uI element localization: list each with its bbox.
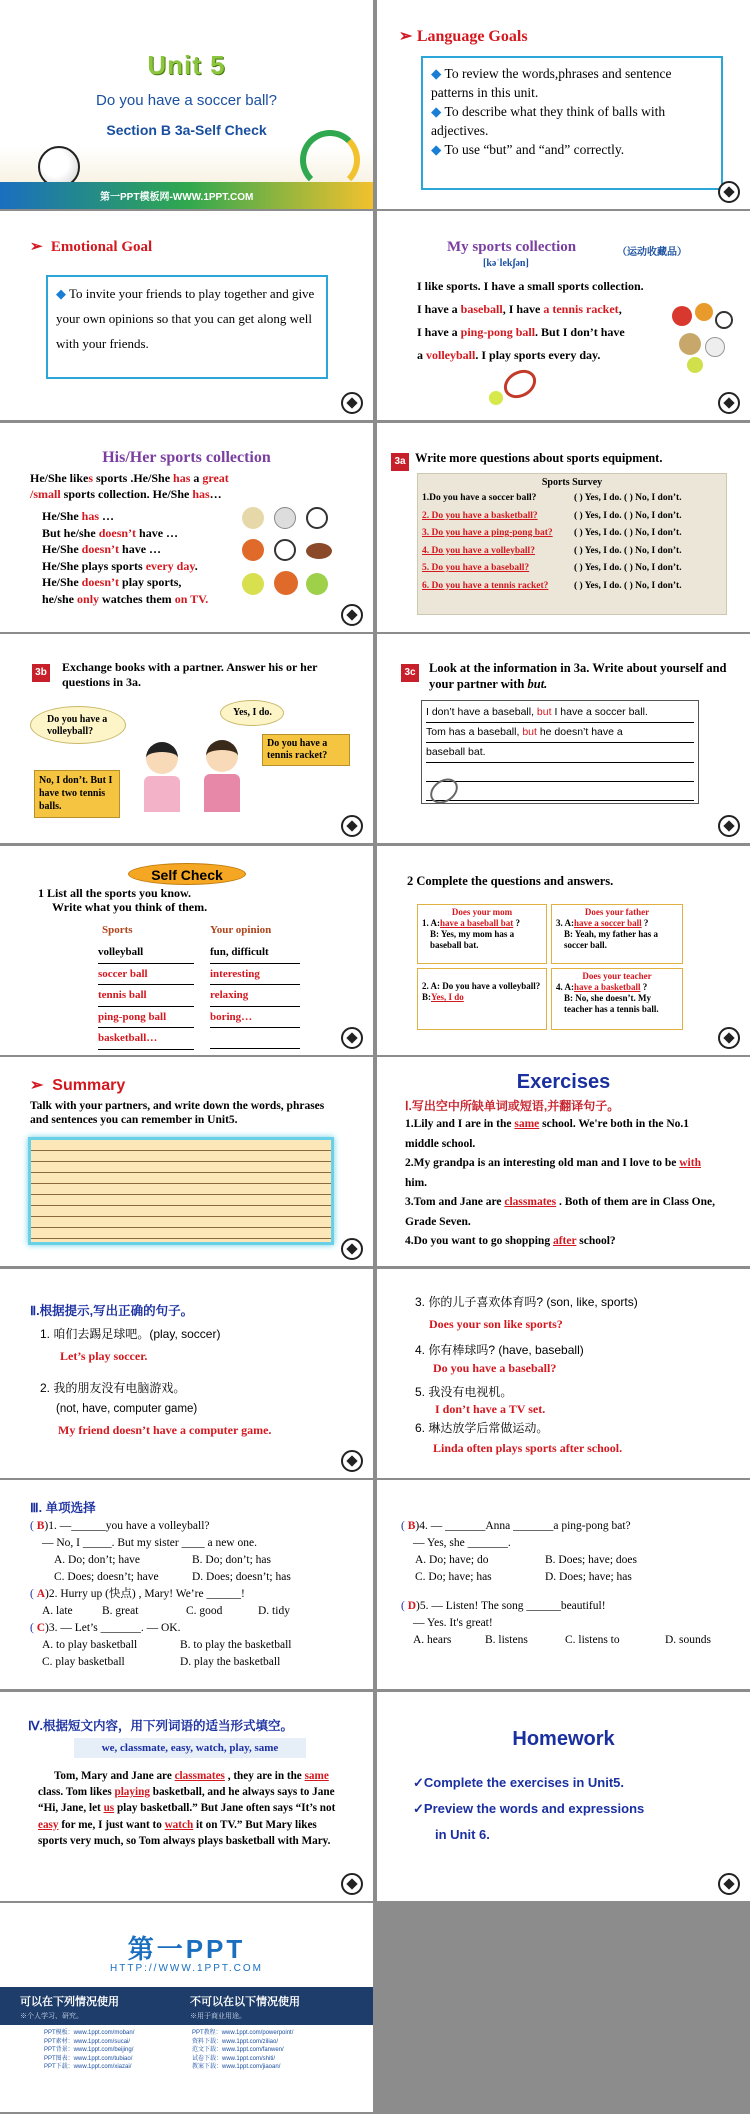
pattern-line: He/She doesn’t have … bbox=[42, 542, 162, 556]
activity-instruction: Look at the information in 3a. Write about yourself and your partner with bbox=[429, 661, 727, 691]
opinion-item: relaxing bbox=[210, 985, 300, 1007]
boy-illustration bbox=[140, 742, 184, 812]
exercise-instruction: Ⅳ.根据短文内容，用下列词语的适当形式填空。 bbox=[28, 1719, 294, 1733]
mc-question: ( B)4. — _______Anna _______a ping-pong bat? bbox=[401, 1520, 631, 1532]
exercise-item: 4.Do you want to go shopping after school? bbox=[405, 1235, 616, 1247]
cell-header: Does your teacher bbox=[582, 971, 652, 981]
exercise-prompt: 6. 琳达放学后常做运动。 bbox=[415, 1421, 549, 1435]
mc-question-line: — Yes, she _______. bbox=[413, 1537, 511, 1549]
cell-header: Does your mom bbox=[451, 907, 513, 917]
survey-row: 6. Do you have a tennis racket? ( ) Yes, I do. ( ) No, I don’t. bbox=[422, 580, 682, 591]
soccer-ball-icon bbox=[341, 815, 363, 837]
exercise-instruction: Ⅰ.写出空中所缺单词或短语,并翻译句子。 bbox=[405, 1099, 620, 1113]
survey-row: 5. Do you have a baseball? ( ) Yes, I do. ( ) No, I don’t. bbox=[422, 563, 682, 573]
exercise-prompt: 1. 咱们去踢足球吧。(play, soccer) bbox=[40, 1327, 221, 1341]
goals-box bbox=[421, 56, 723, 190]
cell-answer: B: No, she doesn’t. My teacher has a tennis ball. bbox=[564, 993, 659, 1014]
speech-box: No, I don’t. But I have two tennis balls. bbox=[34, 770, 120, 818]
exercise-answer: Does your son like sports? bbox=[429, 1317, 563, 1331]
mc-question: ( D)5. — Listen! The song ______beautiful! bbox=[401, 1600, 606, 1612]
exercise-answer: My friend doesn’t have a computer game. bbox=[58, 1423, 272, 1437]
goal-item: To review the words,phrases and sentence patterns in this unit. bbox=[431, 66, 672, 100]
slide-title bbox=[0, 0, 373, 209]
phonetic-text: [kəˈlekʃən] bbox=[483, 258, 529, 269]
activity-badge: 3c bbox=[401, 664, 419, 682]
sport-item: tennis ball bbox=[98, 985, 194, 1007]
cloze-passage: Tom, Mary and Jane are classmates , they are in the same class. Tom likes playing basketball, and he always says to Jane “Hi, Jane, let us play basketball.” But Jane often says “It’s not easy for me, I just want to watch it on TV.” But Mary likes sports very much, so Tom always plays basketball with Mary. bbox=[38, 1770, 336, 1847]
decor-swirl bbox=[300, 130, 360, 190]
exercise-instruction: Ⅲ. 单项选择 bbox=[30, 1501, 96, 1515]
writing-line: I don’t have a baseball, but I have a soccer ball. bbox=[426, 703, 694, 723]
exercise-prompt: 3. 你的儿子喜欢体育吗? (son, like, sports) bbox=[415, 1295, 638, 1309]
mc-options: C. play basketball D. play the basketball bbox=[42, 1656, 281, 1668]
sports-balls-image bbox=[667, 301, 737, 376]
usage-note: ※个人学习、研究。 bbox=[20, 2013, 83, 2020]
slide-exercises-1 bbox=[377, 1057, 750, 1266]
soccer-ball-icon bbox=[341, 604, 363, 626]
emotional-heading: ➢ Emotional Goal bbox=[30, 238, 153, 255]
slide-his-her-collection bbox=[0, 423, 373, 632]
slide-exercises-2b bbox=[377, 1269, 750, 1478]
writing-line: baseball bat. bbox=[426, 743, 694, 763]
mc-options: A. Do; don’t; have B. Do; don’t; has bbox=[54, 1554, 272, 1566]
survey-title: Sports Survey bbox=[541, 477, 603, 488]
survey-row: 2. Do you have a basketball? ( ) Yes, I do. ( ) No, I don’t. bbox=[422, 510, 682, 521]
sport-item: ping-pong ball bbox=[98, 1007, 194, 1029]
mc-options: A. hears B. listens C. listens to D. sounds bbox=[413, 1634, 712, 1646]
pattern-line: He/She has … bbox=[42, 509, 115, 523]
mc-options: C. Does; doesn’t; have D. Does; doesn’t; has bbox=[54, 1571, 291, 1583]
column-header: Sports bbox=[102, 924, 133, 936]
soccer-ball-icon bbox=[341, 1450, 363, 1472]
slide-exercises-3 bbox=[0, 1480, 373, 1689]
slide-1ppt-info bbox=[0, 1903, 373, 2112]
survey-row: 3. Do you have a ping-pong bat? ( ) Yes, I do. ( ) No, I don’t. bbox=[422, 528, 682, 538]
exercises-title: Exercises bbox=[516, 1071, 611, 1093]
soccer-ball-icon bbox=[341, 392, 363, 414]
collection-title: My sports collection bbox=[447, 239, 577, 255]
survey-row: 4. Do you have a volleyball? ( ) Yes, I do. ( ) No, I don’t. bbox=[422, 545, 682, 556]
exercise-answer: Do you have a baseball? bbox=[433, 1361, 557, 1375]
link-line[interactable]: 教案下载：www.1ppt.com/jiaoan/ bbox=[192, 2064, 281, 2070]
soccer-ball-icon bbox=[341, 1873, 363, 1895]
slide-language-goals bbox=[377, 0, 750, 209]
word-bank: we, classmate, easy, watch, play, same bbox=[74, 1738, 306, 1758]
goal-item: To describe what they think of balls with adjectives. bbox=[431, 104, 666, 138]
slide-exercises-4 bbox=[0, 1692, 373, 1901]
goals-heading: ➢ Language Goals bbox=[399, 28, 528, 45]
mc-question: ( C)3. — Let’s _______. — OK. bbox=[30, 1622, 181, 1634]
opinion-item: interesting bbox=[210, 964, 300, 986]
slide-self-check bbox=[0, 846, 373, 1055]
homework-title: Homework bbox=[512, 1728, 615, 1750]
footer-text: 第一PPT模板网-WWW.1PPT.COM bbox=[100, 192, 254, 203]
opinion-item: boring… bbox=[210, 1007, 300, 1029]
speech-box: Do you have a tennis racket? bbox=[262, 734, 350, 766]
exercise-hint: (not, have, computer game) bbox=[56, 1403, 198, 1415]
exercise-prompt: 4. 你有棒球吗? (have, baseball) bbox=[415, 1343, 584, 1357]
qa-grid: Does your mom 1. A:have a baseball bat ? B: Yes, my mom has a baseball bat. Does your father 3. A:have a soccer ball ? B: Yeah, my father has a soccer ball. 2. A: Do you have a volleyball? B:Yes, I do Does your teacher 4. A:have a basketball ? B: No, she doesn’t. My teacher has a tennis ball. bbox=[417, 904, 683, 1032]
slide-exercises-2 bbox=[0, 1269, 373, 1478]
mc-options: C. Do; have; has D. Does; have; has bbox=[415, 1571, 632, 1583]
slide-summary bbox=[0, 1057, 373, 1266]
mc-question-line: — Yes. It's great! bbox=[413, 1617, 493, 1629]
sport-item: soccer ball bbox=[98, 964, 194, 986]
survey-table bbox=[417, 473, 727, 615]
exercise-prompt: 5. 我没有电视机。 bbox=[415, 1385, 513, 1399]
soccer-ball-icon bbox=[718, 181, 740, 203]
collection-line: a volleyball. I play sports every day. bbox=[417, 348, 601, 362]
slide-3b-exchange bbox=[0, 634, 373, 843]
section-label: Section B 3a-Self Check bbox=[106, 122, 267, 138]
chinese-gloss: （运动收藏品） bbox=[617, 247, 687, 258]
goal-item: To use “but” and “and” correctly. bbox=[444, 142, 625, 157]
link-line[interactable]: 资料下载：www.1ppt.com/ziliao/ bbox=[192, 2038, 279, 2045]
diamond-icon: ◆ bbox=[431, 66, 445, 81]
exercise-item: 1.Lily and I are in the same school. We're both in the No.1 middle school. bbox=[405, 1118, 690, 1150]
instruction-line: Write what you think of them. bbox=[52, 900, 208, 914]
collection-line: I like sports. I have a small sports collection. bbox=[417, 279, 644, 293]
mc-question-line: — No, I _____. But my sister ____ a new one. bbox=[42, 1537, 257, 1549]
pattern-line: he/she only watches them on TV. bbox=[42, 591, 209, 606]
link-line[interactable]: 范文下载：www.1ppt.com/fanwen/ bbox=[192, 2047, 284, 2053]
balls-grid-image bbox=[238, 503, 338, 603]
check-icon: ✓ bbox=[413, 1775, 424, 1790]
soccer-ball-icon bbox=[718, 815, 740, 837]
summary-heading: ➢ Summary bbox=[30, 1077, 126, 1094]
link-line[interactable]: 试卷下载：www.1ppt.com/shiti/ bbox=[192, 2055, 276, 2062]
opinion-item: fun, difficult bbox=[210, 942, 300, 964]
diamond-icon: ◆ bbox=[431, 104, 445, 119]
exercise-prompt: 2. 我的朋友没有电脑游戏。 bbox=[40, 1381, 186, 1395]
sport-item: basketball… bbox=[98, 1028, 194, 1050]
usage-heading: 可以在下列情况使用 bbox=[20, 1996, 119, 2008]
slide-3c-write bbox=[377, 634, 750, 843]
diamond-icon: ◆ bbox=[431, 142, 445, 157]
pattern-line: But he/she doesn’t have … bbox=[42, 525, 179, 540]
soccer-ball-icon bbox=[718, 1873, 740, 1895]
soccer-ball-icon bbox=[341, 1238, 363, 1260]
homework-item: ✓Complete the exercises in Unit5. bbox=[413, 1775, 625, 1790]
sport-item: volleyball bbox=[98, 942, 194, 964]
slide-my-collection bbox=[377, 211, 750, 420]
activity-instruction: Write more questions about sports equipment. bbox=[415, 451, 663, 465]
cell-question: 2. A: Do you have a volleyball? bbox=[422, 981, 541, 991]
link-line[interactable]: PPT图表：www.1ppt.com/tubiao/ bbox=[44, 2055, 133, 2062]
cell-answer: B: Yes, my mom has a baseball bat. bbox=[430, 929, 515, 950]
his-her-title: His/Her sports collection bbox=[102, 449, 271, 466]
homework-item: in Unit 6. bbox=[435, 1827, 490, 1842]
activity-instruction: Exchange books with a partner. Answer his or her questions in 3a. bbox=[62, 660, 318, 689]
slide-exercises-3b bbox=[377, 1480, 750, 1689]
slide-homework bbox=[377, 1692, 750, 1901]
cell-answer: B: Yeah, my father has a soccer ball. bbox=[564, 929, 658, 950]
soccer-ball-icon bbox=[718, 392, 740, 414]
slide-complete-qa bbox=[377, 846, 750, 1055]
pattern-line: He/She doesn’t play sports, bbox=[42, 575, 182, 589]
link-line[interactable]: PPT背景：www.1ppt.com/beijing/ bbox=[44, 2047, 134, 2053]
tennis-ball-image bbox=[489, 391, 503, 405]
activity-badge: 3a bbox=[391, 453, 409, 471]
pattern-line: He/She plays sports every day. bbox=[42, 558, 198, 573]
self-check-badge: Self Check bbox=[128, 863, 246, 885]
slide-3a-survey bbox=[377, 423, 750, 632]
survey-row: 1.Do you have a soccer ball? ( ) Yes, I do. ( ) No, I don’t. bbox=[422, 493, 682, 503]
mc-options: A. late B. great C. good D. tidy bbox=[42, 1605, 290, 1617]
column-header: Your opinion bbox=[210, 924, 272, 936]
unit-title: Unit 5 bbox=[147, 50, 226, 80]
speech-bubble: Yes, I do. bbox=[220, 700, 284, 726]
exercise-instruction: Ⅱ.根据提示,写出正确的句子。 bbox=[30, 1304, 194, 1318]
exercise-answer: Linda often plays sports after school. bbox=[433, 1441, 623, 1455]
his-her-line: /small sports collection. He/She has… bbox=[30, 487, 222, 501]
homework-item: ✓Preview the words and expressions bbox=[413, 1801, 645, 1816]
brand-logo: 第一PPT bbox=[127, 1934, 246, 1964]
soccer-ball-icon bbox=[341, 1027, 363, 1049]
slide-emotional-goal bbox=[0, 211, 373, 420]
brand-url: HTTP://WWW.1PPT.COM bbox=[110, 1963, 263, 1974]
emotional-box: ◆ To invite your friends to play together and give your own opinions so that you can get along well with your friends. bbox=[46, 275, 328, 379]
link-line[interactable]: PPT模板：www.1ppt.com/moban/ bbox=[44, 2030, 135, 2036]
exercise-item: 3.Tom and Jane are classmates . Both of them are in Class One, Grade Seven. bbox=[405, 1196, 715, 1228]
slide-subtitle: Do you have a soccer ball? bbox=[96, 92, 277, 109]
link-line[interactable]: PPT下载：www.1ppt.com/xiazai/ bbox=[44, 2064, 132, 2070]
soccer-ball-icon bbox=[718, 1027, 740, 1049]
activity-instruction: 2 Complete the questions and answers. bbox=[407, 874, 614, 888]
instruction-line: 1 List all the sports you know. bbox=[38, 886, 192, 900]
arrow-icon: ➢ bbox=[399, 28, 417, 45]
mc-options: A. Do; have; do B. Does; have; does bbox=[415, 1554, 637, 1566]
tennis-racket-image bbox=[499, 364, 541, 404]
collection-line: I have a baseball, I have a tennis racket, bbox=[417, 302, 622, 316]
his-her-line: He/She likes sports .He/She has a great bbox=[30, 471, 229, 485]
exercise-answer: Let’s play soccer. bbox=[60, 1349, 148, 1363]
activity-badge: 3b bbox=[32, 664, 50, 682]
mc-question: ( A)2. Hurry up (快点) , Mary! We’re ______! bbox=[30, 1588, 245, 1600]
exercise-answer: I don’t have a TV set. bbox=[435, 1402, 546, 1416]
usage-heading: 不可以在以下情况使用 bbox=[190, 1996, 300, 2008]
emotional-text: To invite your friends to play together and give your own opinions so that you can get along well with your friends. bbox=[56, 286, 315, 351]
but-word: but. bbox=[527, 677, 548, 691]
link-line[interactable]: PPT教程：www.1ppt.com/powerpoint/ bbox=[192, 2030, 294, 2036]
speech-bubble: Do you have a volleyball? bbox=[30, 706, 126, 744]
writing-box bbox=[421, 700, 699, 804]
girl-illustration bbox=[200, 740, 244, 812]
link-line[interactable]: PPT素材：www.1ppt.com/sucai/ bbox=[44, 2038, 131, 2045]
mc-options: A. to play basketball B. to play the basketball bbox=[42, 1639, 292, 1651]
cell-header: Does your father bbox=[584, 907, 650, 917]
info-panel bbox=[0, 1987, 373, 2112]
writing-line: Tom has a baseball, but he doesn’t have a bbox=[426, 723, 694, 743]
exercise-item: 2.My grandpa is an interesting old man and I love to be with him. bbox=[405, 1157, 701, 1189]
summary-text: Talk with your partners, and write down the words, phrases and sentences you can remember in Unit5. bbox=[30, 1100, 325, 1126]
usage-note: ※用于商业用途。 bbox=[190, 2013, 246, 2020]
mc-question: ( B)1. —______you have a volleyball? bbox=[30, 1520, 210, 1532]
notepad-box bbox=[28, 1137, 334, 1245]
collection-line: I have a ping-pong ball. But I don’t have bbox=[417, 325, 625, 339]
check-icon: ✓ bbox=[413, 1801, 424, 1816]
